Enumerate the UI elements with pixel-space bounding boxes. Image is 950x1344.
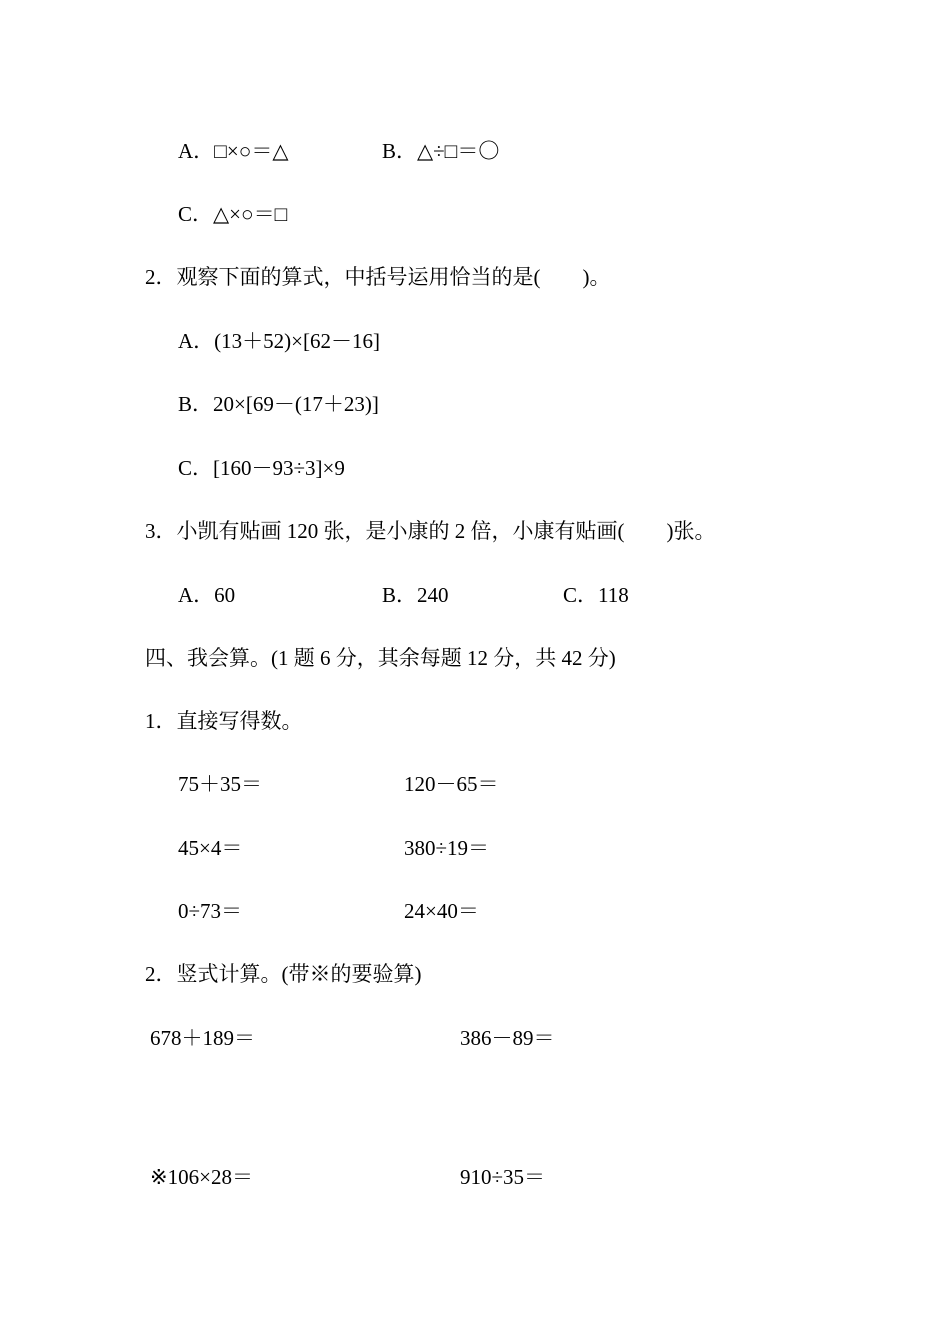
q2-option-b: B．20×[69－(17＋23)] — [178, 392, 379, 416]
q3-stem: 3．小凯有贴画 120 张，是小康的 2 倍，小康有贴画( )张。 — [145, 519, 716, 543]
mental-calc-item: 0÷73＝ — [178, 899, 243, 923]
mental-calc-item: 120－65＝ — [404, 772, 499, 796]
vertical-calc-item: 678＋189＝ — [150, 1026, 255, 1050]
q3-option-b: B．240 — [382, 583, 449, 607]
q1-option-c: C．△×○＝□ — [178, 202, 288, 226]
mental-calc-item: 45×4＝ — [178, 836, 243, 860]
vertical-calc-item: ※106×28＝ — [150, 1165, 253, 1189]
q2-option-a: A．(13＋52)×[62－16] — [178, 329, 380, 353]
q2-stem: 2．观察下面的算式，中括号运用恰当的是( )。 — [145, 265, 611, 289]
section-4-heading: 四、我会算。(1 题 6 分，其余每题 12 分，共 42 分) — [145, 646, 616, 670]
vertical-calc-item: 386－89＝ — [460, 1026, 555, 1050]
q3-option-c: C．118 — [563, 583, 629, 607]
part1-title: 1．直接写得数。 — [145, 709, 303, 733]
mental-calc-item: 75＋35＝ — [178, 772, 262, 796]
part2-title: 2．竖式计算。(带※的要验算) — [145, 962, 422, 986]
q2-option-c: C．[160－93÷3]×9 — [178, 456, 345, 480]
q1-option-a: A．□×○＝△ — [178, 139, 289, 163]
vertical-calc-item: 910÷35＝ — [460, 1165, 546, 1189]
mental-calc-item: 24×40＝ — [404, 899, 479, 923]
q1-option-b: B．△÷□＝〇 — [382, 139, 500, 163]
q3-option-a: A．60 — [178, 583, 236, 607]
mental-calc-item: 380÷19＝ — [404, 836, 490, 860]
